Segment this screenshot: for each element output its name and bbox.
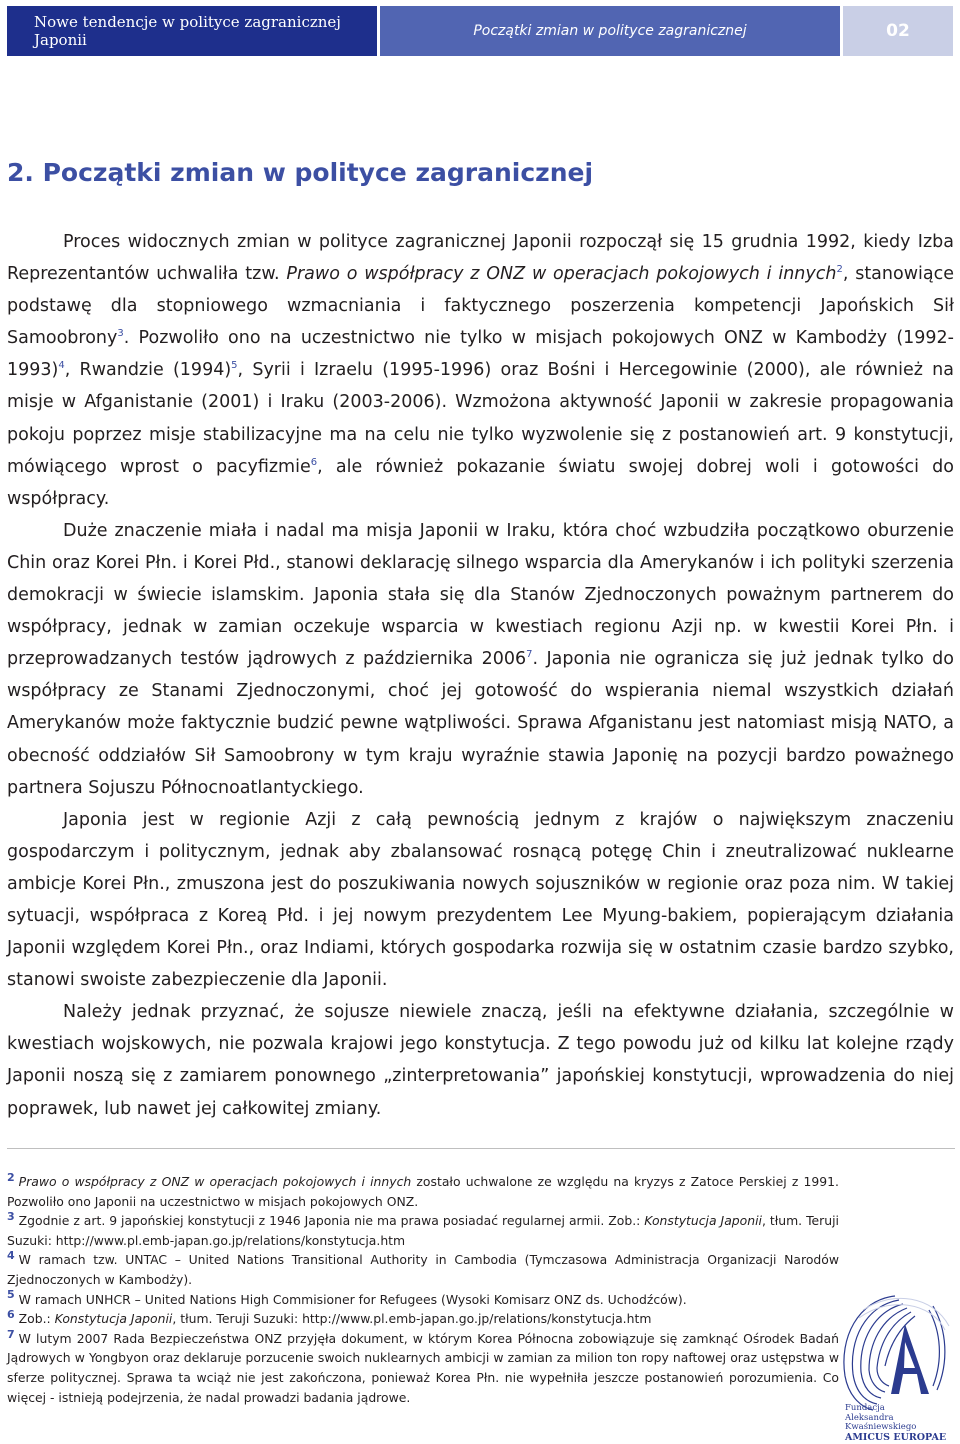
footnote-7: 7 W lutym 2007 Rada Bezpieczeństwa ONZ przyjęła dokument, w którym Korea Północna zobowiązuje się zamknąć Ośrodek Badań Jądrowych w Yongbyon oraz deklaruje porzucenie swoich nuklearnych ambicji w zamian za milion ton ropy naftowej oraz ustępstwa w sferze politycznej. Sprawa ta wciąż nie jest zakończona, ponieważ Korea Płn. nie wypełniła jeszcze postanowień porozumienia. Co więcej - istnieją podejrzenia, że nadal prowadzi badania jądrowe. [7,1327,839,1405]
paragraph-3: Japonia jest w regionie Azji z całą pewnością jednym z krajów o największym znaczeniu gospodarczym i politycznym, jednak aby zbalansować rosnącą potęgę Chin i zneutralizować nuklearne ambicje Korei Płn., zmuszona jest do poszukiwania nowych sojuszników w regionie oraz poza nim. W takiej sytuacji, współpraca z Koreą Płd. i jej nowym prezydentem Lee Myung-bakiem, popierającym działania Japonii względem Korei Płn., oraz Indiami, których gospodarka rozwija się w ostatnim czasie bardzo szybko, stanowi swoiste zabezpieczenie dla Japonii. [7,809,954,991]
header-publication-title: Nowe tendencje w polityce zagranicznej Japonii [7,6,377,56]
footnote-5: 5 W ramach UNHCR – United Nations High Commisioner for Refugees (Wysoki Komisarz ONZ ds. Uchodźców). [7,1288,687,1307]
footnote-ref-6[interactable]: 6 [310,456,318,468]
section-title: 2. Początki zmian w polityce zagranicznej [7,158,594,187]
footnote-ref-3[interactable]: 3 [117,328,124,340]
main-text [7,226,954,1125]
paragraph-1: Proces widocznych zmian w polityce zagranicznej Japonii rozpoczął się 15 grudnia 1992, kiedy Izba Reprezentantów uchwaliła tzw. Prawo o współpracy z ONZ w operacjach pokojowych i innych$^2$, stanowiące podstawę dla stopniowego wzmacniania i faktycznego poszerzenia kompetencji Japońskich Sił Samoobrony$^3$. Pozwoliło ono na uczestnictwo nie tylko w misjach pokojowych ONZ w Kambodży (1992-1993)$^4$, Rwandzie $(1994)^5$, Syrii i Izraelu (1995-1996) oraz Bośni i Hercegowinie (2000), ale również na misje w Afganistanie (2001) i Iraku (2003-2006). Wzmożona aktywność Japonii w zakresie propagowania pokoju poprzez misje stabilizacyjne ma na celu nie tylko wyzwolenie się z postanowień art. 9 konstytucji, mówiącego wprost o pacyfizmie$^6$, ale również pokazanie światu swojej dobrej woli i gotowości do współpracy. [7,232,954,509]
paragraph-2: Duże znaczenie miała i nadal ma misja Japonii w Iraku, która choć wzbudziła początkowo oburzenie Chin oraz Korei Płn. i Korei Płd., stanowi deklarację silnego wsparcia dla Amerykanów i ich polityki szerzenia demokracji w świecie islamskim. Japonia stała się dla Stanów Zjednoczonych poważnym partnerem do współpracy, jednak w zamian oczekuje wsparcia w kwestiach regionu Azji np. w kwestii Korei Płn. i przeprowadzanych testów jądrowych z października 2006$^7$. Japonia nie ogranicza się już jednak tylko do współpracy ze Stanami Zjednoczonymi, choć jej gotowość do wspierania niemal wszystkich działań Amerykanów może faktycznie budzić pewne wątpliwości. Sprawa Afganistanu jest natomiast misją NATO, a obecność oddziałów Sił Samoobrony w tym kraju wyraźnie stawia Japonię na pozycji bardzo poważnego partnera Sojuszu Północnoatlantyckiego. [7,520,954,798]
footnote-ref-2[interactable]: 2 [836,264,843,276]
footnote-divider [7,1148,955,1149]
law-title-italic: Prawo o współpracy z ONZ w operacjach pokojowych i innych [286,264,837,285]
footnote-4: 4 W ramach tzw. UNTAC – United Nations Transitional Authority in Cambodia (Tymczasowa Administracja Organizacji Narodów Zjednoczonych w Kambodży). [7,1249,839,1287]
footnotes [7,1172,839,1407]
paragraph-4: Należy jednak przyznać, że sojusze niewiele znaczą, jeśli na efektywne działania, szczególnie w kwestiach wojskowych, nie pozwala krajowi jego konstytucja. Z tego powodu już od kilku lat kolejne rządy Japonii noszą się z zamiarem ponownego „zinterpretowania” japońskiej konstytucji, wprowadzenia do niej poprawek, lub nawet jej całkowitej zmiany. [7,1002,954,1119]
foundation-logo-text: Fundacja Aleksandra Kwaśniewskiego AMICUS EUROPAE [845,1403,947,1443]
footnote-ref-4[interactable]: 4 [58,360,65,372]
footnote-2: 2 Prawo o współpracy z ONZ w operacjach pokojowych i innych zostało uchwalone ze względu na kryzys z Zatoce Perskiej z 1991. Pozwoliło ono Japonii na uczestnictwo w misjach pokojowych ONZ. [7,1170,839,1209]
footnote-ref-5[interactable]: 5 [231,360,238,372]
page-header [7,6,953,56]
footnote-3: 3 Zgodnie z art. 9 japońskiej konstytucji z 1946 Japonia nie ma prawa posiadać regularnej armii. Zob.: Konstytucja Japonii, tłum. Teruji Suzuki: http://www.pl.emb-japan.go.jp/relations/konstytucja.htm [7,1210,839,1248]
header-page-number: 02 [843,6,953,56]
footnote-6: 6 Zob.: Konstytucja Japonii, tłum. Teruji Suzuki: http://www.pl.emb-japan.go.jp/relations/konstytucja.htm [7,1308,652,1327]
header-chapter-title: Początki zmian w polityce zagranicznej [380,6,840,56]
footnote-ref-7[interactable]: 7 [526,649,533,661]
